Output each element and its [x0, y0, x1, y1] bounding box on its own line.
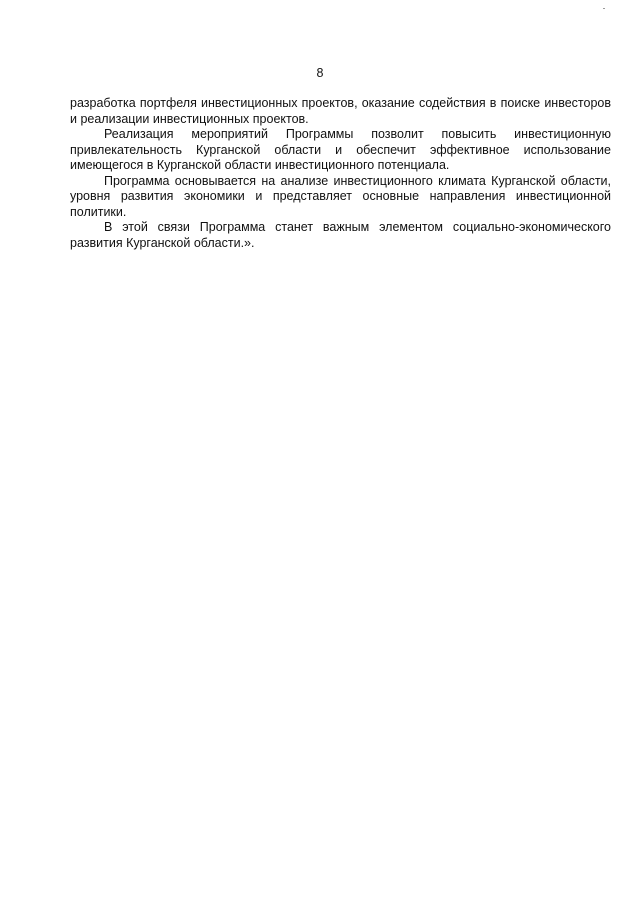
scan-speck: [603, 8, 605, 9]
paragraph-continuation: разработка портфеля инвестиционных проектов, оказание содействия в поиске инвесторов и реализации инвестиционных проектов.: [70, 96, 611, 126]
document-body: [70, 96, 611, 251]
paragraph-program-implementation: Реализация мероприятий Программы позволит повысить инвестиционную привлекательность Курганской области и обеспечит эффективное использование имеющегося в Курганской области инвестиционного потенциала.: [70, 127, 611, 172]
paragraph-conclusion: В этой связи Программа станет важным элементом социально-экономического развития Курганской области.».: [70, 220, 611, 250]
page-number: 8: [316, 66, 324, 80]
paragraph-program-basis: Программа основывается на анализе инвестиционного климата Курганской области, уровня развития экономики и представляет основные направления инвестиционной политики.: [70, 173, 611, 219]
